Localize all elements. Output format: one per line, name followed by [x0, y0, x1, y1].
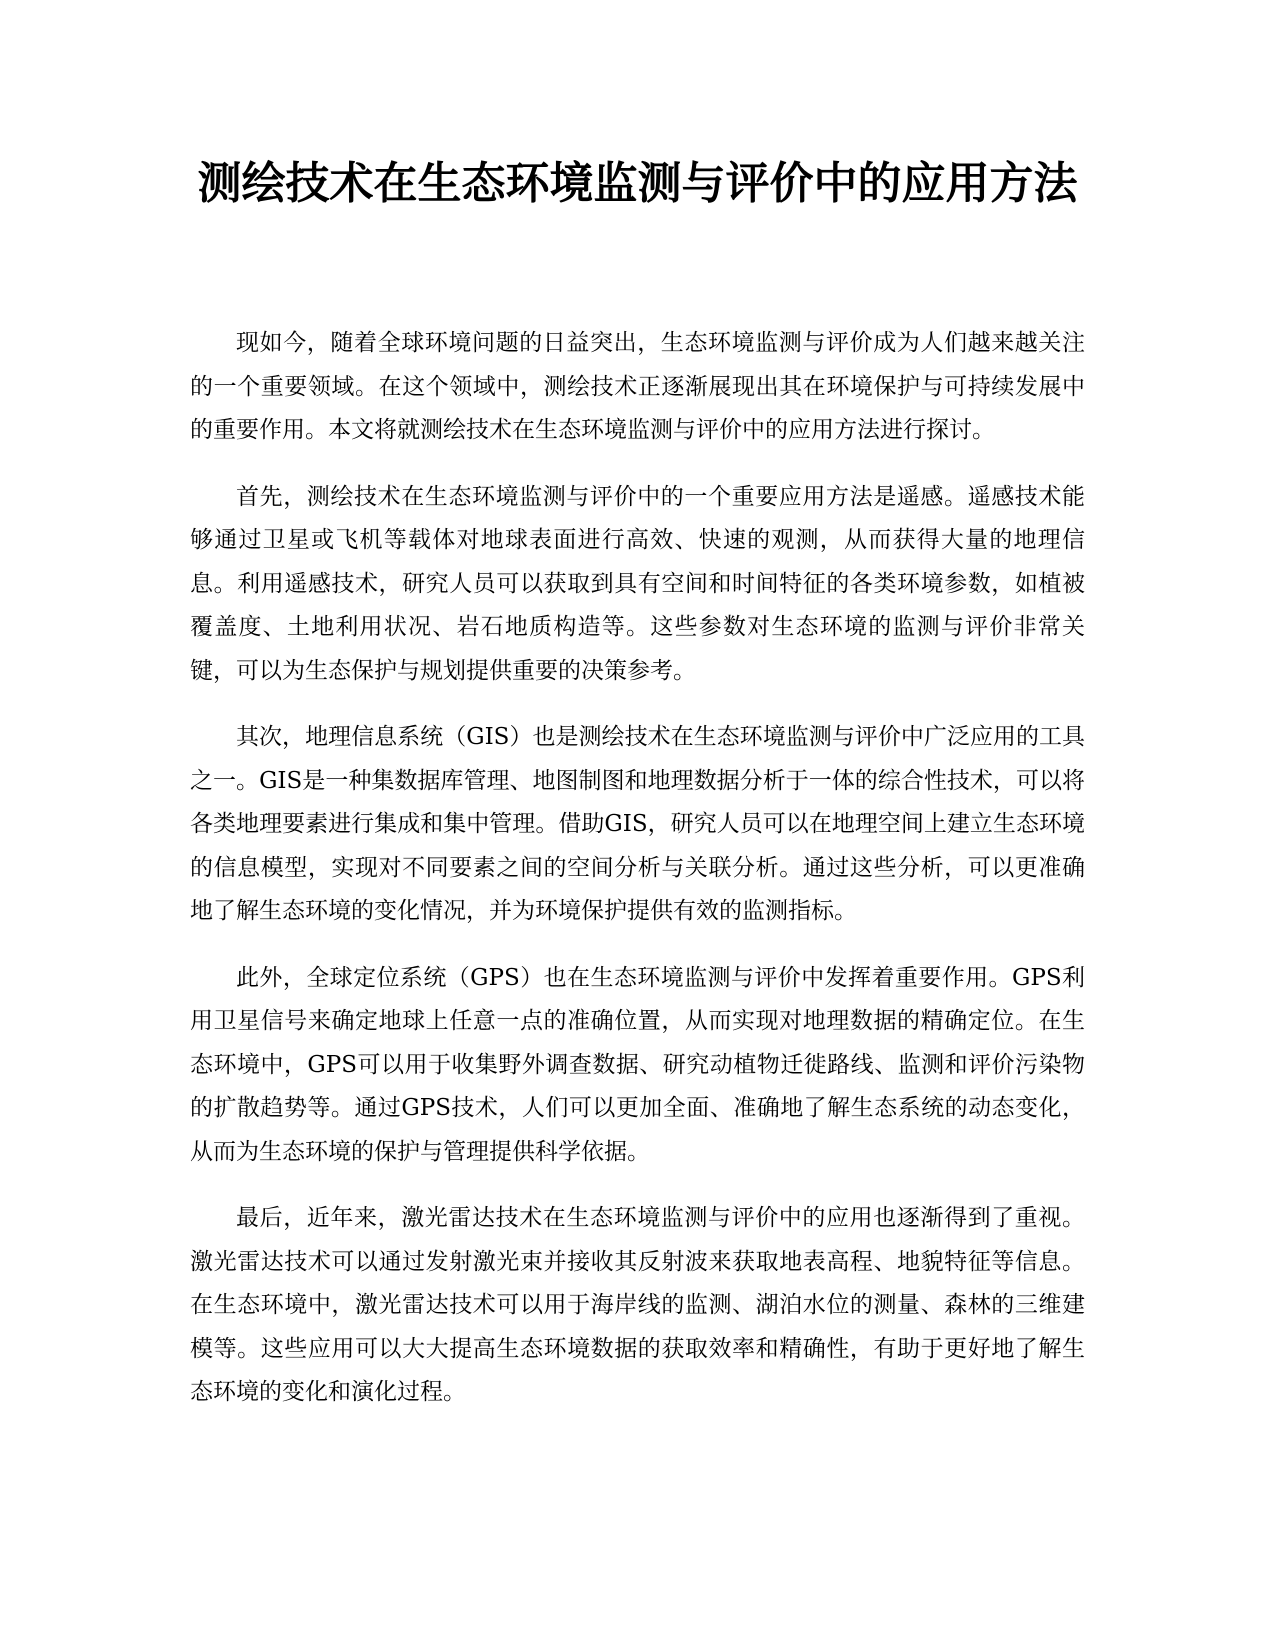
paragraph-intro: 现如今，随着全球环境问题的日益突出，生态环境监测与评价成为人们越来越关注的一个重要领域。在这个领域中，测绘技术正逐渐展现出其在环境保护与可持续发展中的重要作用。本文将就测绘技术在生态环境监测与评价中的应用方法进行探讨。 [190, 330, 1085, 443]
paragraph-remote-sensing: 首先，测绘技术在生态环境监测与评价中的一个重要应用方法是遥感。遥感技术能够通过卫星或飞机等载体对地球表面进行高效、快速的观测，从而获得大量的地理信息。利用遥感技术，研究人员可以获取到具有空间和时间特征的各类环境参数，如植被覆盖度、土地利用状况、岩石地质构造等。这些参数对生态环境的监测与评价非常关键，可以为生态保护与规划提供重要的决策参考。 [190, 483, 1085, 684]
paragraph-gps: 此外，全球定位系统（GPS）也在生态环境监测与评价中发挥着重要作用。GPS利用卫星信号来确定地球上任意一点的准确位置，从而实现对地理数据的精确定位。在生态环境中，GPS可以用于收集野外调查数据、研究动植物迁徙路线、监测和评价污染物的扩散趋势等。通过GPS技术，人们可以更加全面、准确地了解生态系统的动态变化，从而为生态环境的保护与管理提供科学依据。 [190, 964, 1085, 1165]
document-title: 测绘技术在生态环境监测与评价中的应用方法 [197, 158, 1078, 209]
paragraph-gis: 其次，地理信息系统（GIS）也是测绘技术在生态环境监测与评价中广泛应用的工具之一。GIS是一种集数据库管理、地图制图和地理数据分析于一体的综合性技术，可以将各类地理要素进行集成和集中管理。借助GIS，研究人员可以在地理空间上建立生态环境的信息模型，实现对不同要素之间的空间分析与关联分析。通过这些分析，可以更准确地了解生态环境的变化情况，并为环境保护提供有效的监测指标。 [190, 724, 1085, 924]
document-body [190, 322, 1085, 1438]
paragraph-lidar: 最后，近年来，激光雷达技术在生态环境监测与评价中的应用也逐渐得到了重视。激光雷达技术可以通过发射激光束并接收其反射波来获取地表高程、地貌特征等信息。在生态环境中，激光雷达技术可以用于海岸线的监测、湖泊水位的测量、森林的三维建模等。这些应用可以大大提高生态环境数据的获取效率和精确性，有助于更好地了解生态环境的变化和演化过程。 [190, 1205, 1085, 1405]
